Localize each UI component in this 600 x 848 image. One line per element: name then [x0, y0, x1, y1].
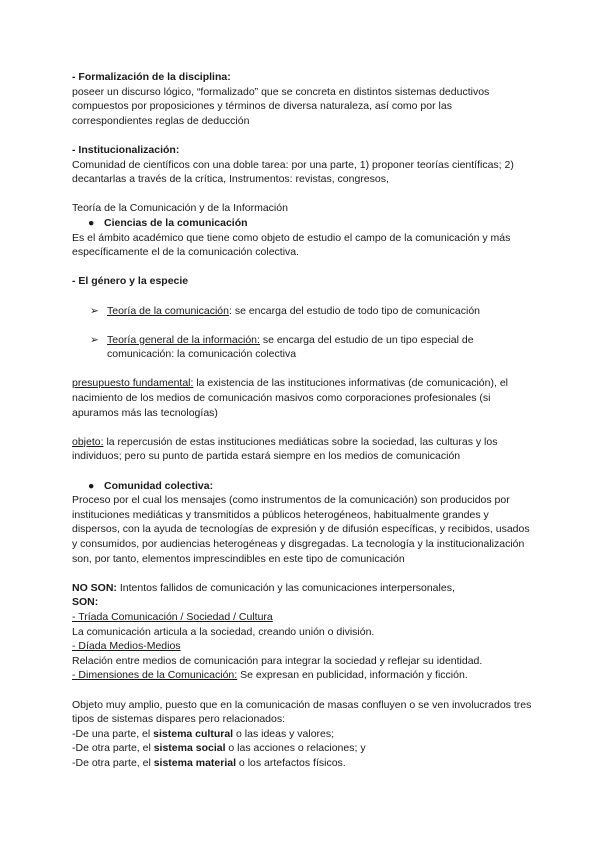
- objeto-paragraph: [72, 435, 532, 464]
- bullet-icon: ●: [88, 216, 95, 229]
- sistema-item-pre: -De otra parte, el: [72, 756, 154, 769]
- sistema-item: [72, 741, 532, 756]
- sistema-item: [72, 756, 532, 771]
- son-label: SON:: [72, 596, 99, 609]
- dimensiones-term: - Dimensiones de la Comunicación:: [72, 669, 238, 682]
- sistema-item-post: o las acciones o relaciones; y: [225, 742, 366, 755]
- sistema-item-pre: -De una parte, el: [72, 727, 154, 740]
- institucionalizacion-title: - Institucionalización:: [72, 143, 180, 156]
- ciencias-text: Es el ámbito académico que tiene como objeto de estudio el campo de la comunicación y más específicamente el de la comunicación colectiva.: [72, 231, 511, 259]
- objeto-text: la repercusión de estas instituciones mediáticas sobre la sociedad, las culturas y los individuos; pero su punto de partida estará siempre en los medios de comunicación: [72, 435, 498, 463]
- sistema-item: [72, 727, 532, 742]
- triada-text: La comunicación articula a la sociedad, creando unión o división.: [72, 625, 375, 638]
- objeto-term: objeto:: [72, 435, 104, 448]
- presupuesto-term: presupuesto fundamental:: [72, 377, 194, 390]
- diada-text: Relación entre medios de comunicación para integrar la sociedad y reflejar su identidad.: [72, 654, 483, 667]
- sistema-item-bold: sistema material: [153, 756, 237, 769]
- dimensiones-text: Se expresan en publicidad, información y ficción.: [237, 669, 468, 682]
- formalizacion-title: - Formalización de la disciplina:: [72, 71, 231, 83]
- teoria-heading: Teoría de la Comunicación y de la Información: [72, 202, 288, 215]
- genero-item-term: Teoría de la comunicación: [107, 304, 229, 317]
- institucionalizacion-text: Comunidad de científicos con una doble tarea: por una parte, 1) proponer teorías científicas; 2) decantarlas a través de la crítica, Instrumentos: revistas, congresos,: [72, 158, 514, 186]
- comunidad-text: Proceso por el cual los mensajes (como instrumentos de la comunicación) son producidos por instituciones mediáticas y transmitidos a públicos heterogéneos, habitualmente grandes y dispersos, con la ayuda de tecnologías de expresión y de difusión específicas, y recibidos, usados y consumidos, por audiencias heterogéneas y disgregadas. La tecnología y la institucionalización son, por tanto, elementos imprescindibles en este tipo de comunicación: [72, 494, 530, 565]
- genero-item: [72, 304, 532, 319]
- comunidad-bullet: [72, 479, 532, 494]
- arrow-icon: ➢: [90, 333, 99, 346]
- sistema-item-bold: sistema social: [153, 742, 226, 755]
- sistema-item-post: o las ideas y valores;: [233, 727, 335, 740]
- noson-line: [72, 581, 532, 596]
- genero-title: - El género y la especie: [72, 275, 189, 288]
- genero-item-text: se encarga del estudio de un tipo especial de comunicación: la comunicación colectiva: [107, 333, 474, 361]
- noson-label: NO SON:: [72, 581, 117, 594]
- genero-item-text: : se encarga del estudio de todo tipo de comunicación: [229, 304, 481, 317]
- arrow-icon: ➢: [90, 304, 99, 317]
- formalizacion-text: poseer un discurso lógico, “formalizado” que se concreta en distintos sistemas deductivos compuestos por proposiciones y términos de diversa naturaleza, así como por las correspondientes reglas de deducción: [72, 85, 490, 127]
- document-page: [72, 70, 532, 771]
- ciencias-title: Ciencias de la comunicación: [104, 216, 248, 229]
- sistema-item-post: o los artefactos físicos.: [236, 756, 346, 769]
- diada-term: - Díada Medios-Medios: [72, 640, 181, 653]
- ciencias-bullet: [72, 216, 532, 231]
- noson-text: Intentos fallidos de comunicación y las comunicaciones interpersonales,: [116, 581, 455, 594]
- comunidad-title: Comunidad colectiva:: [104, 479, 214, 492]
- sistema-item-bold: sistema cultural: [153, 727, 234, 740]
- sistema-item-pre: -De otra parte, el: [72, 742, 154, 755]
- bullet-icon: ●: [88, 479, 95, 492]
- presupuesto-paragraph: [72, 376, 532, 420]
- genero-item: [72, 333, 532, 362]
- presupuesto-text: la existencia de las instituciones informativas (de comunicación), el nacimiento de los medios de comunicación masivos como corporaciones profesionales (si apuramos más las tecnologías): [72, 377, 508, 419]
- dimensiones-line: [72, 668, 532, 683]
- triada-term: - Tríada Comunicación / Sociedad / Cultura: [72, 610, 273, 623]
- genero-item-term: Teoría general de la información:: [107, 333, 260, 346]
- objeto-amplio-intro: Objeto muy amplio, puesto que en la comunicación de masas confluyen o se ven involucrados tres tipos de sistemas dispares pero relacionados:: [72, 698, 532, 726]
